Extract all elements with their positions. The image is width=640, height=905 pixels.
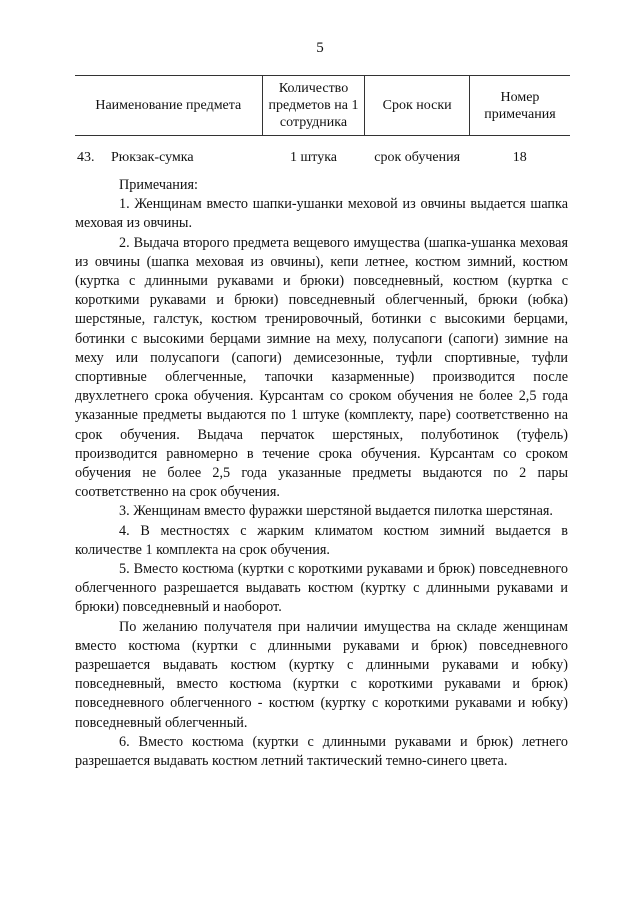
note-paragraph: 3. Женщинам вместо фуражки шерстяной выдается пилотка шерстяная. (119, 503, 553, 520)
notes-section (75, 176, 568, 771)
header-note-number: Номер примечания (469, 76, 570, 136)
header-wear-term: Срок носки (365, 76, 469, 136)
row-quantity: 1 штука (289, 150, 338, 165)
header-quantity: Количество предметов на 1 сотрудника (262, 76, 365, 136)
note-paragraph: 4. В местностях с жарким климатом костюм зимний выдается в количестве 1 комплекта на срок обучения. (75, 522, 568, 558)
row-wear-term: срок обучения (374, 150, 461, 165)
header-item-name: Наименование предмета (75, 76, 262, 136)
row-item-name: Рюкзак-сумка (111, 150, 194, 165)
table-header-row (75, 76, 570, 136)
row-note-number: 18 (512, 150, 527, 165)
page-number: 5 (316, 40, 324, 56)
note-paragraph: 2. Выдача второго предмета вещевого имущества (шапка-ушанка меховая из овчины (шапка меховая из овчины), кепи летнее, костюм зимний, костюм (куртка с длинными рукавами и брюки) повседневный, костюм (куртка с короткими рукавами и брюки) повседневный облегченный, брюки (юбка) шерстяные, галстук, костюм тренировочный, ботинки с высокими берцами, ботинки с высокими берцами зимние на меху, полусапоги (сапоги) зимние на меху или полусапоги (сапоги) демисезонные, туфли спортивные, туфли спортивные облегченные, тапочки казарменные) производится после двухлетнего срока обучения. Курсантам со сроком обучения не более 2,5 года указанные предметы выдаются по 1 штуке (комплекту, паре) соответственно на срок обучения. Выдача перчаток шерстяных, полуботинок (туфель) производится равномерно в течение срока обучения. Курсантам со сроком обучения не более 2,5 года указанные предметы выдаются по 2 пары соответственно на срок обучения. (75, 234, 568, 501)
notes-title: Примечания: (119, 177, 198, 193)
row-item-cell (75, 136, 262, 172)
items-table (75, 75, 570, 171)
note-paragraph: 6. Вместо костюма (куртки с длинными рукавами и брюк) летнего разрешается выдавать костюм летний тактический темно-синего цвета. (75, 733, 568, 770)
table-row (75, 136, 570, 172)
note-paragraph: 1. Женщинам вместо шапки-ушанки меховой из овчины выдается шапка меховая из овчины. (75, 196, 568, 232)
note-paragraph: По желанию получателя при наличии имущества на складе женщинам вместо костюма (куртки с длинными рукавами и брюк) повседневного разрешается выдавать костюм (куртку с длинными рукавами и юбку) повседневный, вместо костюма (куртки с короткими рукавами и брюк) повседневного облегченного - костюм (куртку с короткими рукавами и юбку) повседневный облегченный. (75, 618, 568, 731)
note-paragraph: 5. Вместо костюма (куртки с короткими рукавами и брюк) повседневного облегченного разрешается выдавать костюм (куртку с длинными рукавами и брюки) повседневный и наоборот. (75, 561, 568, 616)
row-number: 43. (77, 150, 95, 165)
